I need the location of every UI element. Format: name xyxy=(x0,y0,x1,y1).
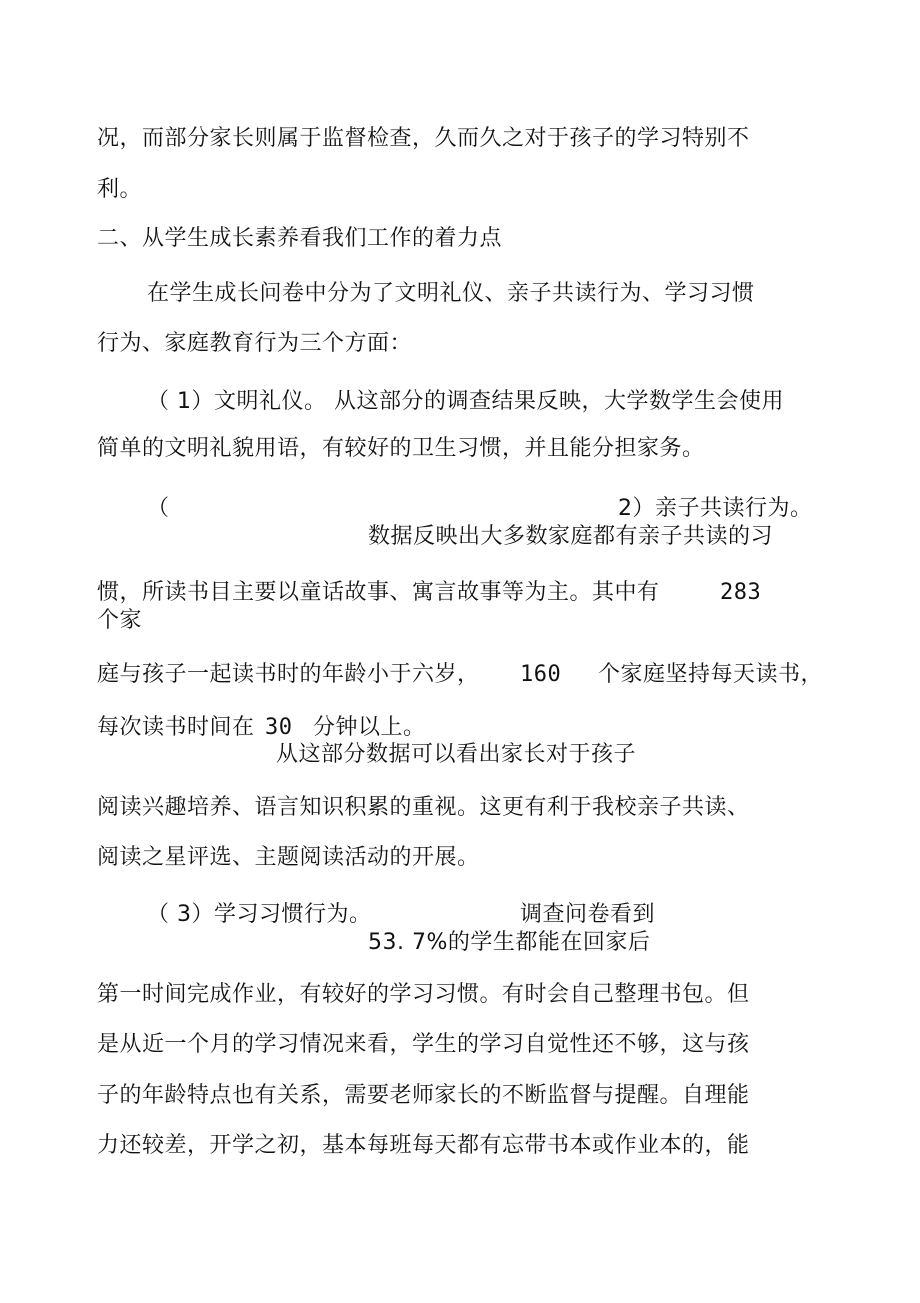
text-line: 况，而部分家长则属于监督检查，久而久之对于孩子的学习特别不 xyxy=(97,126,750,151)
text-fragment: （ xyxy=(147,496,170,521)
text-line: 阅读兴趣培养、语言知识积累的重视。这更有利于我校亲子共读、 xyxy=(97,795,750,820)
number-value: 160 xyxy=(520,662,562,687)
text-line: 利。 xyxy=(97,177,143,202)
number-value: 30 xyxy=(265,715,293,740)
text-fragment: （ 3）学习习惯行为。 xyxy=(147,902,372,927)
text-fragment: 从这部分数据可以看出家长对于孩子 xyxy=(276,742,637,767)
text-line: 惯，所读书目主要以童话故事、寓言故事等为主。其中有 xyxy=(97,580,660,605)
number-value: 283 xyxy=(720,580,762,605)
text-line: 庭与孩子一起读书时的年龄小于六岁， xyxy=(97,662,480,687)
text-line: 第一时间完成作业，有较好的学习习惯。有时会自己整理书包。但 xyxy=(97,982,750,1007)
text-line: 每次读书时间在 xyxy=(97,715,255,740)
text-line: 阅读之星评选、主题阅读活动的开展。 xyxy=(97,845,480,870)
text-fragment: 分钟以上。 xyxy=(313,715,426,740)
text-fragment: 调查问卷看到 xyxy=(520,902,656,927)
text-line: 在学生成长问卷中分为了文明礼仪、亲子共读行为、学习习惯 xyxy=(147,281,755,306)
section-heading: 二、从学生成长素养看我们工作的着力点 xyxy=(97,226,503,251)
text-line: 力还较差，开学之初，基本每班每天都有忘带书本或作业本的，能 xyxy=(97,1133,750,1158)
text-fragment: 个家庭坚持每天读书， xyxy=(598,662,824,687)
text-line: 子的年龄特点也有关系，需要老师家长的不断监督与提醒。自理能 xyxy=(97,1083,750,1108)
text-line: 简单的文明礼貌用语，有较好的卫生习惯，并且能分担家务。 xyxy=(97,436,705,461)
text-fragment: 个家 xyxy=(97,608,143,633)
text-fragment: 数据反映出大多数家庭都有亲子共读的习 xyxy=(368,524,774,549)
text-fragment: 2）亲子共读行为。 xyxy=(618,496,813,521)
text-line: 行为、家庭教育行为三个方面： xyxy=(97,331,413,356)
text-line: 是从近一个月的学习情况来看，学生的学习自觉性还不够，这与孩 xyxy=(97,1032,750,1057)
text-fragment: 53. 7%的学生都能在回家后 xyxy=(368,930,651,955)
text-line: （ 1）文明礼仪。 从这部分的调查结果反映，大学数学生会使用 xyxy=(147,389,784,414)
